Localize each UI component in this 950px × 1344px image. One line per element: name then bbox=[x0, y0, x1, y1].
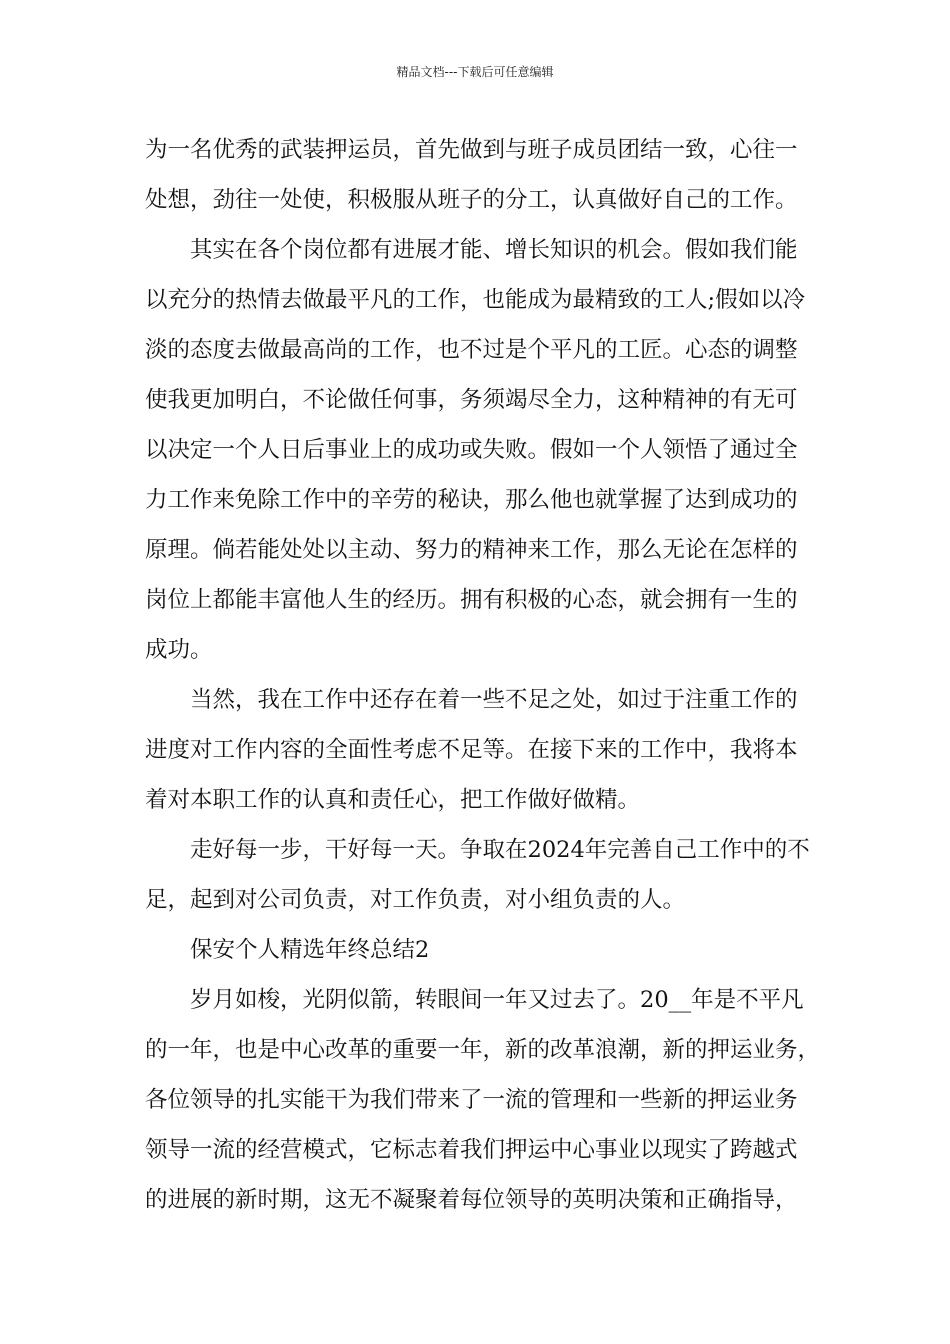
text-line: 原理。倘若能处处以主动、努力的精神来工作，那么无论在怎样的 bbox=[145, 537, 798, 563]
text-line: 力工作来免除工作中的辛劳的秘诀，那么他也就掌握了达到成功的 bbox=[145, 487, 798, 513]
text-line: 的一年，也是中心改革的重要一年，新的改革浪潮，新的押运业务， bbox=[145, 1037, 821, 1063]
paragraph-first-line: 走好每一步，干好每一天。争取在2024年完善自己工作中的不 bbox=[190, 837, 810, 863]
text-line: 足，起到对公司负责，对工作负责，对小组负责的人。 bbox=[145, 887, 686, 913]
paragraph-first-line: 当然，我在工作中还存在着一些不足之处，如过于注重工作的 bbox=[190, 687, 798, 713]
text-line: 岗位上都能丰富他人生的经历。拥有积极的心态，就会拥有一生的 bbox=[145, 587, 798, 613]
text-line: 使我更加明白，不论做任何事，务须竭尽全力，这种精神的有无可 bbox=[145, 387, 798, 413]
text-line: 处想，劲往一处使，积极服从班子的分工，认真做好自己的工作。 bbox=[145, 187, 798, 213]
page-header: 精品文档---下载后可任意编辑 bbox=[396, 65, 554, 79]
text-line: 领导一流的经营模式，它标志着我们押运中心事业以现实了跨越式 bbox=[145, 1137, 798, 1163]
paragraph-first-line: 岁月如梭，光阴似箭，转眼间一年又过去了。20__年是不平凡 bbox=[190, 987, 804, 1013]
text-line: 的进展的新时期，这无不凝聚着每位领导的英明决策和正确指导， bbox=[145, 1187, 798, 1213]
text-line: 为一名优秀的武装押运员，首先做到与班子成员团结一致，心往一 bbox=[145, 137, 798, 163]
text-line: 成功。 bbox=[145, 637, 213, 663]
text-line: 进度对工作内容的全面性考虑不足等。在接下来的工作中，我将本 bbox=[145, 737, 798, 763]
paragraph-first-line: 其实在各个岗位都有进展才能、增长知识的机会。假如我们能 bbox=[190, 237, 798, 263]
text-line: 以决定一个人日后事业上的成功或失败。假如一个人领悟了通过全 bbox=[145, 437, 798, 463]
text-line: 着对本职工作的认真和责任心，把工作做好做精。 bbox=[145, 787, 641, 813]
text-line: 各位领导的扎实能干为我们带来了一流的管理和一些新的押运业务 bbox=[145, 1087, 798, 1113]
text-line: 以充分的热情去做最平凡的工作，也能成为最精致的工人;假如以冷 bbox=[145, 287, 806, 313]
text-line: 淡的态度去做最高尚的工作，也不过是个平凡的工匠。心态的调整 bbox=[145, 337, 798, 363]
section-heading: 保安个人精选年终总结2 bbox=[190, 937, 430, 963]
